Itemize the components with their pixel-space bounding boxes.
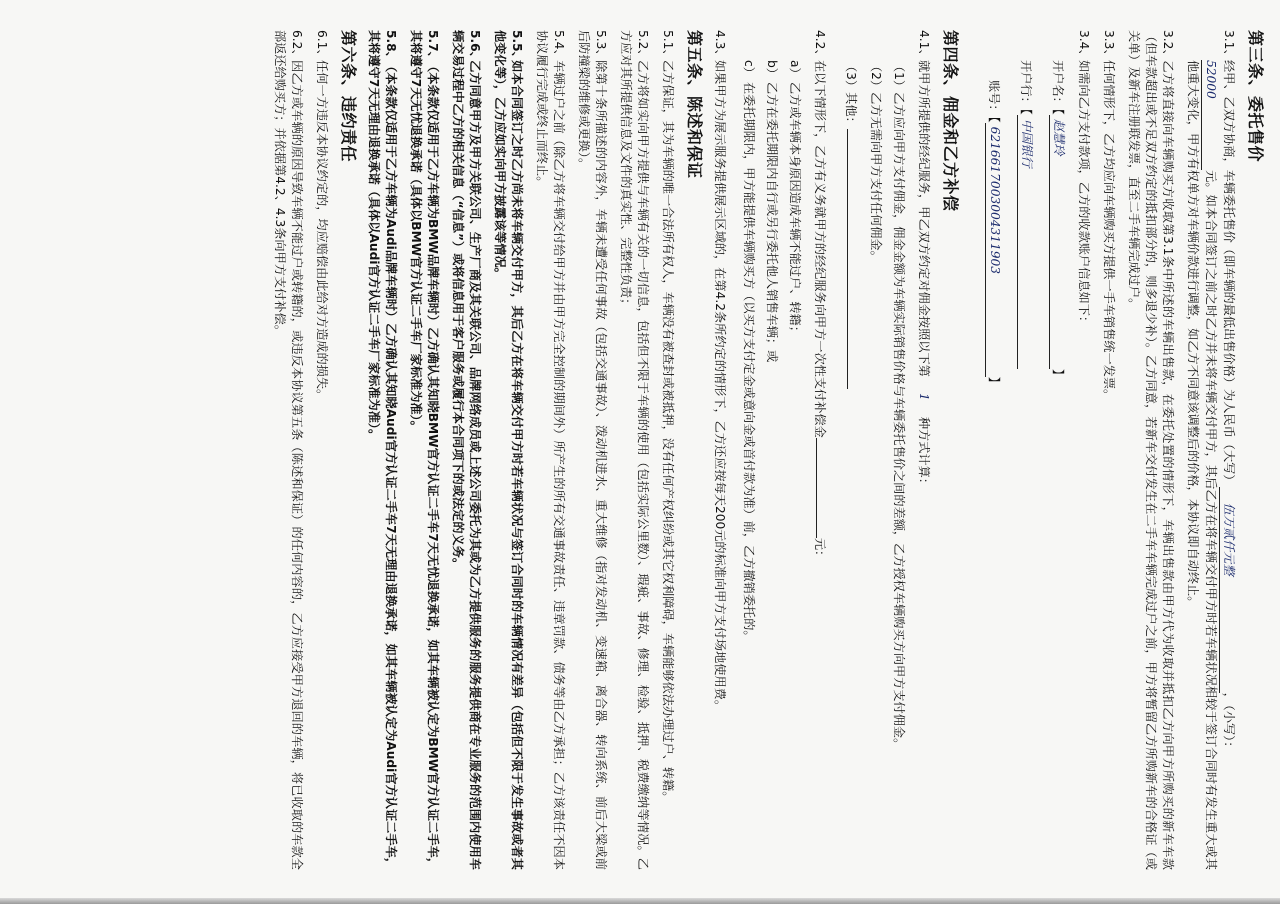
article-4-title: 第四条、佣金和乙方补偿: [941, 30, 960, 212]
clause-text: 经甲、乙双方协商，车辆委托售价（即车辆的最低出售价格）为人民币（大写）: [1222, 60, 1236, 487]
clause-number: 5.2、: [636, 30, 650, 62]
item-text: 乙方在委托期限内自行或另行委托他人销售车辆；或: [765, 82, 779, 363]
clause-text: （本条款仅适用于乙方车辆为Audi品牌车辆时）乙方确认其知晓Audi官方认证二手车7天无理由退换承诺，如其车辆被认定为Audi官方认证二手车，其将遵守7天无理由退换承诺（具体以Audi官方认证二手车厂家标准为准）。: [367, 30, 398, 870]
account-bank-label: 开户行：【: [1019, 60, 1033, 115]
account-bank-line: [1017, 60, 1035, 870]
option-3-label: （3）其他：: [844, 60, 858, 129]
clause-number: 6.2、: [290, 30, 304, 62]
clause-4-2-b: [763, 60, 780, 870]
clause-number: 3.2、: [1161, 30, 1175, 62]
clause-text: 如果甲方为展示服务提供展示区域的，在第4.2条所约定的情形下，乙方还应按每天200元的标准向甲方支付场地使用费。: [713, 60, 727, 713]
clause-number: 5.3、: [594, 30, 608, 62]
item-number: c）: [742, 60, 756, 79]
clause-text: 在以下情形下，乙方有义务就甲方的经纪服务向甲方一次性支付补偿金: [813, 60, 827, 438]
account-name-value: 赵慧玲: [1049, 115, 1067, 369]
item-number: b）: [765, 60, 779, 80]
clause-number: 5.8、: [384, 30, 398, 64]
clause-number: 4.3、: [713, 30, 727, 62]
clause-number: 5.4、: [552, 30, 566, 62]
account-bank-value: 中国银行: [1017, 115, 1035, 369]
clause-3-3: [1100, 30, 1117, 870]
clause-text: 车辆过户之前（除乙方将车辆交付给甲方并由甲方完全控制的期间外）所产生的所有交通事故责任、违章罚款、债务等由乙方承担；乙方该责任不因本协议履行完成或终止而终止。: [535, 30, 566, 870]
clause-4-3: [711, 30, 728, 870]
clause-text: 乙方保证，其为车辆的唯一合法所有权人，车辆没有被查封或被抵押，没有任何产权纠纷或其它权利障碍，车辆能够依法办理过户、转籍。: [661, 60, 675, 804]
clause-text: 乙方将直接向车辆购买方收取第3.1条中所述的车辆出售款，在委托处置的情形下，车辆出售款由甲方代为收取并抵扣乙方向甲方所购买的新车车款（但车款超出或不足双方约定的抵扣部分的，则多退少补）。乙方同意，若新车交付发生在二手车车辆完成过户之前，甲方将暂留乙方所购新车的合格证（或关单）及新车注册联发票，直至二手车辆完成过户。: [1127, 30, 1175, 870]
clause-text: 除第十条所描述的内容外，车辆未遭受任何事故（包括交通事故）、泼动机进水、重大维修（指对发动机、变速箱、离合器、转向系统、前后大梁或前后防撞梁的维修或更换）。: [577, 30, 608, 870]
clause-text: 如需向乙方支付款项，乙方的收款账户信息如下：: [1077, 60, 1091, 329]
clause-text: 任何情形下，乙方均应向车辆购买方提供一手车销售统一发票。: [1102, 60, 1116, 402]
bracket-close: 】: [1051, 368, 1065, 382]
clause-5-6: [449, 30, 483, 870]
clause-5-7: [407, 30, 441, 870]
account-number-value: 6216617003004311903: [985, 123, 1003, 377]
clause-text: 任何一方违反本协议约定的，均应赔偿由此给对方造成的损失。: [315, 60, 329, 402]
article-5-title: 第五条、陈述和保证: [685, 30, 704, 179]
article-6-title: 第六条、违约责任: [339, 30, 358, 163]
clause-4-2-c: [740, 60, 757, 870]
price-words-field: 伍万贰仟元整: [1219, 487, 1237, 693]
clause-text: （本条款仅适用于乙方车辆为BMW品牌车辆时）乙方确认其知晓BMW官方认证二手车7天无忧退换承诺，如其车辆被认定为BMW官方认证二手车，其将遵守7天无忧退换承诺（具体以BMW官方认证二手车厂家标准为准）。: [409, 30, 440, 870]
clause-4-2: [811, 30, 830, 870]
clause-4-1-option-3: [842, 60, 861, 870]
clause-4-1-option-2: （2）乙方无需向甲方支付任何佣金。: [869, 60, 883, 263]
clause-number: 3.1、: [1222, 30, 1236, 62]
clause-text: 乙方同意甲方及甲方关联公司、生产厂商及其关联公司、品牌网络成员或上述公司委托为其或为乙方提供服务的服务提供商在专业服务的范围内使用车辆交易过程中乙方的相关信息（“信息”）或将信息用于客户服务或履行本合同项下的或法定的义务。: [451, 30, 482, 870]
clause-text: 乙方将如实向甲方提供与车辆有关的一切信息，包括但不限于车辆的使用（包括实际公里数）、瑕疵、事故、修理、检验、抵押、税费缴纳等情况。乙方应对其所提供信息及文件的真实性、完整性负责；: [619, 30, 650, 870]
clause-number: 5.5、: [510, 30, 524, 64]
clause-5-3: [575, 30, 609, 870]
clause-number: 4.2、: [813, 30, 827, 62]
clause-text: 因乙方或车辆的原因导致车辆不能过户或转籍的，或违反本协议第五条（陈述和保证）的任何内容的，乙方应接受甲方退回的车辆，将已收取的车款全部返还给购买方；并依据第4.2、4.3条向甲方支付补偿。: [273, 30, 304, 870]
clause-5-5: [491, 30, 525, 870]
clause-5-4: [533, 30, 567, 870]
item-number: a）: [788, 60, 802, 80]
commission-option-choice: 1: [917, 392, 931, 401]
clause-number: 6.1、: [315, 30, 329, 62]
account-number-label: 账号：【: [987, 80, 1001, 123]
clause-3-1: [1184, 30, 1237, 870]
clause-5-8: [365, 30, 399, 870]
clause-text: 元。如本合同签订之前之时乙方并未将车辆交付甲方，其后乙方在将车辆交付甲方时若车辆状况相较于签订合同时有发生重大或其他重大变化，甲方有权单方对车辆价款进行调整，如乙方不同意该调整后的价格，本协议即自动终止。: [1186, 60, 1218, 870]
clause-text: 元：: [813, 537, 827, 563]
article-3-title: 第三条、委托售价: [1246, 30, 1265, 163]
clause-4-1-option-1: （1）乙方应向甲方支付佣金，佣金金额为车辆实际销售价格与车辆委托售价之间的差额，乙方授权车辆购买方向甲方支付佣金。: [892, 60, 906, 751]
contract-page: [120, 30, 1270, 870]
clause-6-2: [271, 30, 305, 870]
price-number-field: 52000: [1201, 60, 1219, 170]
item-text: 乙方或车辆本身原因造成车辆不能过户、转籍；: [788, 82, 802, 338]
clause-number: 5.7、: [426, 30, 440, 64]
account-name-line: [1049, 60, 1067, 870]
clause-5-1: [659, 30, 676, 870]
clause-number: 4.1、: [917, 30, 931, 62]
compensation-blank: [816, 438, 830, 538]
clause-text: 种方式计算：: [917, 416, 931, 490]
clause-3-2: [1125, 30, 1176, 870]
clause-text: 如本合同签订之时乙方尚未将车辆交付甲方，其后乙方在将车辆交付甲方时若车辆状况与签订合同时的车辆情况有差异（包括但不限于发生事故或者其他变化等），乙方应如实向甲方披露该等情况。: [493, 30, 524, 870]
clause-text: 就甲方所提供的经纪服务，甲乙双方约定对佣金按照以下第: [917, 60, 931, 377]
clause-text: ，（小写）：: [1222, 692, 1236, 754]
clause-number: 5.6、: [468, 30, 482, 64]
clause-number: 3.4、: [1077, 30, 1091, 62]
bracket-close: 】: [987, 376, 1001, 389]
clause-5-2: [617, 30, 651, 870]
clause-3-4: [1075, 30, 1092, 870]
item-text: 在委托期限内，甲方能提供车辆购买方（以买方支付定金或意向金或首付款为准）前，乙方撤销委托的。: [742, 82, 756, 643]
account-name-label: 开户名：【: [1051, 60, 1065, 115]
option-3-blank: [847, 129, 861, 389]
account-number-line: [985, 60, 1003, 870]
clause-6-1: [313, 30, 330, 870]
clause-number: 5.1、: [661, 30, 675, 62]
clause-4-1: [915, 30, 932, 870]
clause-4-2-a: [786, 60, 803, 870]
clause-number: 3.3、: [1102, 30, 1116, 62]
